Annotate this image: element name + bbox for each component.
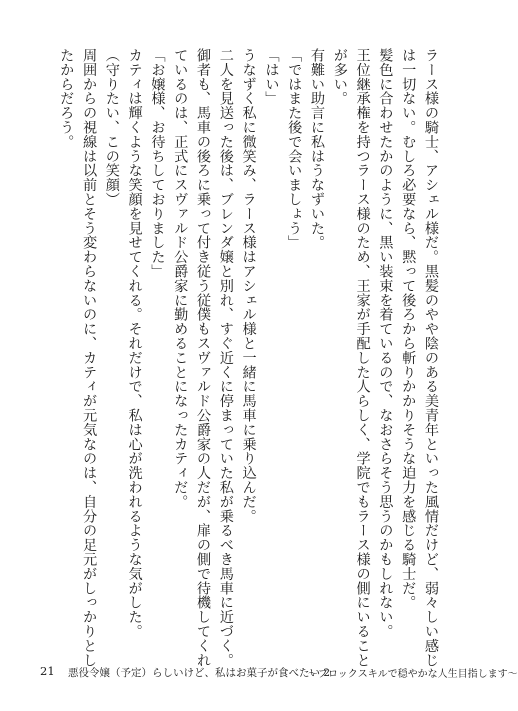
text-line: 御者も、馬車の後ろに乗って付き従う従僕もスヴァルド公爵家の人だが、扉の側で待機してくれ	[195, 48, 212, 668]
text-line: ラース様の騎士、アシェル様だ。黒髪のやや陰のある美青年といった風情だけど、弱々しい感じ	[423, 48, 439, 668]
text-line: カティは輝くような笑顔を見せてくれる。それだけで、私は心が洗われるような気がした。	[126, 48, 143, 639]
text-line: が多い。	[331, 48, 348, 106]
text-line: は一切ない。むしろ必要なら、黙って後ろから斬りかかりそうな迫力を感じる騎士だ。	[400, 48, 417, 610]
text-line: たからだろう。	[58, 48, 75, 149]
text-line: （守りたい、この笑顔）	[103, 48, 120, 207]
text-line: 「ではまた後で会いましょう」	[286, 48, 303, 250]
text-line: 「お嬢様、お待ちしておりました」	[149, 48, 166, 279]
text-line: 有難い助言に私はうなずいた。	[309, 48, 326, 250]
running-title: 悪役令嬢（予定）らしいけど、私はお菓子が食べたい 2	[68, 667, 331, 679]
text-line: 髪色に合わせたかのように、黒い装束を着ているので、なおさらそう思うのかもしれない。	[377, 48, 394, 639]
text-line: うなずく私に微笑み、ラース様はアシェル様と一緒に馬車に乗り込んだ。	[240, 48, 257, 524]
text-line: 「はい」	[263, 48, 280, 106]
text-line: 周囲からの視線は以前とそう変わらないのに、カティが元気なのは、自分の足元がしっかりとし	[81, 48, 98, 668]
running-subtitle: ～ブロックスキルで穏やかな人生目指します～	[308, 669, 518, 680]
text-line: 王位継承権を持つラース様のため、王家が手配した人らしく、学院でもラース様の側にいること	[354, 48, 371, 668]
page-number: 21	[40, 664, 55, 678]
vertical-text-body	[50, 48, 442, 668]
page-footer	[40, 664, 518, 680]
text-line: ているのは、正式にスヴァルド公爵家に勤めることになったカティだ。	[172, 48, 189, 509]
text-line: 二人を見送った後は、ブレンダ嬢と別れ、すぐ近くに停まっていた私が乗るべき馬車に近づく。	[217, 48, 234, 668]
